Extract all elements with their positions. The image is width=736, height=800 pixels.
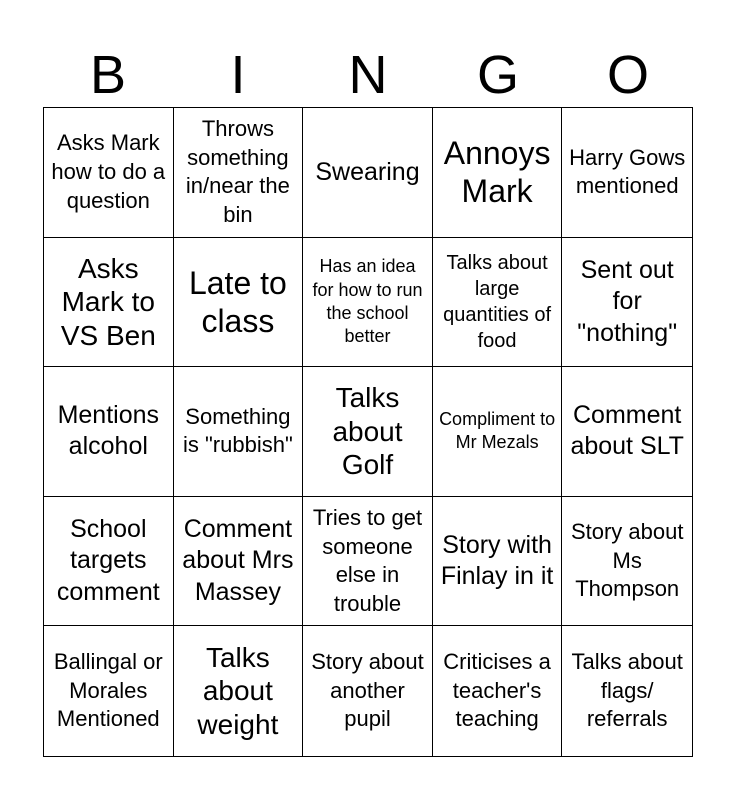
bingo-card-grid xyxy=(43,107,693,757)
bingo-header xyxy=(43,44,693,106)
bingo-cell[interactable]: Asks Mark to VS Ben xyxy=(44,238,174,368)
bingo-cell[interactable]: Harry Gows mentioned xyxy=(562,108,692,238)
bingo-cell[interactable]: Something is "rubbish" xyxy=(174,367,304,497)
header-letter-n: N xyxy=(348,45,388,105)
bingo-cell[interactable]: Talks about flags/ referrals xyxy=(571,649,683,732)
bingo-cell[interactable]: Story about Ms Thompson xyxy=(562,497,692,627)
bingo-cell[interactable]: Throws something in/near the bin xyxy=(174,108,304,238)
header-letter-b: B xyxy=(89,45,127,105)
bingo-cell[interactable]: School targets comment xyxy=(44,497,174,627)
bingo-cell[interactable]: Compliment to Mr Mezals xyxy=(433,367,563,497)
bingo-cell[interactable]: Late to class xyxy=(174,238,304,368)
bingo-cell[interactable]: Story with Finlay in it xyxy=(433,497,563,627)
bingo-cell[interactable]: Swearing xyxy=(303,108,433,238)
bingo-cell[interactable]: Asks Mark how to do a question xyxy=(44,108,174,238)
bingo-cell[interactable]: Mentions alcohol xyxy=(44,367,174,497)
bingo-cell[interactable]: Has an idea for how to run the school better xyxy=(303,238,433,368)
bingo-cell[interactable]: Ballingal or Morales Mentioned xyxy=(44,626,174,756)
bingo-cell[interactable]: Comment about Mrs Massey xyxy=(174,497,304,627)
bingo-cell[interactable]: Annoys Mark xyxy=(433,108,563,238)
bingo-cell[interactable]: Tries to get someone else in trouble xyxy=(303,497,433,627)
bingo-cell[interactable]: Talks about weight xyxy=(174,626,304,756)
header-letter-o: O xyxy=(606,45,649,105)
bingo-cell[interactable]: Talks about Golf xyxy=(303,367,433,497)
bingo-cell[interactable]: Criticises a teacher's teaching xyxy=(433,626,563,756)
bingo-cell[interactable]: Comment about SLT xyxy=(562,367,692,497)
header-letter-i: I xyxy=(230,45,246,105)
bingo-cell[interactable]: Sent out for "nothing" xyxy=(562,238,692,368)
bingo-cell[interactable]: Talks about large quantities of food xyxy=(433,238,563,368)
header-letter-g: G xyxy=(476,45,519,105)
bingo-cell[interactable]: Story about another pupil xyxy=(303,626,433,756)
